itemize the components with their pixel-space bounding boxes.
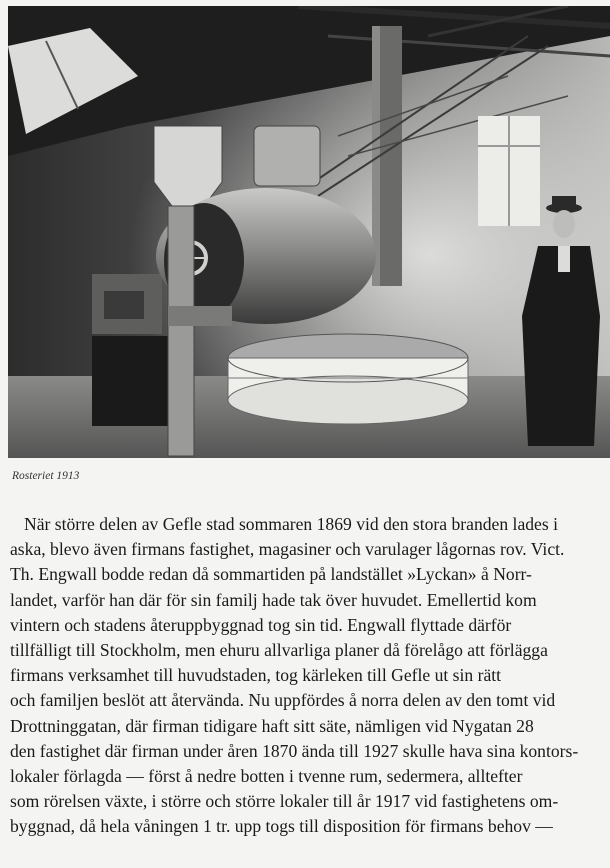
text-line: byggnad, då hela våningen 1 tr. upp togs till disposition för firmans behov — — [10, 816, 553, 837]
text-line: Th. Engwall bodde redan då sommartiden på landstället »Lyckan» å Norr- — [10, 564, 532, 585]
body-paragraph — [10, 512, 610, 839]
photo-caption: Rosteriet 1913 — [12, 470, 80, 482]
text-line: landet, varför han där för sin familj hade tak över huvudet. Emellertid kom — [10, 589, 537, 610]
text-line: När större delen av Gefle stad sommaren 1869 vid den stora branden lades i — [24, 514, 558, 534]
roastery-photo-illustration — [8, 6, 610, 458]
text-line: firmans verksamhet till huvudstaden, tog kärleken till Gefle ut sin rätt — [10, 665, 502, 686]
text-line: och familjen beslöt att återvända. Nu uppfördes å norra delen av den tomt vid — [10, 690, 556, 711]
text-line: Drottninggatan, där firman tidigare haft sitt säte, nämligen vid Nygatan 28 — [10, 715, 534, 736]
roastery-photograph — [8, 6, 610, 458]
text-line: vintern och stadens återuppbyggnad tog sin tid. Engwall flyttade därför — [10, 614, 512, 635]
text-line: lokaler förlagda — först å nedre botten i tvenne rum, sedermera, alltefter — [10, 765, 523, 786]
text-line: som rörelsen växte, i större och större lokaler till år 1917 vid fastighetens om- — [10, 791, 559, 812]
text-line: den fastighet där firman under åren 1870 ända till 1927 skulle hava sina kontors- — [10, 740, 579, 761]
text-line: tillfälligt till Stockholm, men ehuru allvarliga planer då förelågo att förlägga — [10, 639, 548, 660]
text-line: aska, blevo även firmans fastighet, magasiner och varulager lågornas rov. Vict. — [10, 539, 565, 560]
